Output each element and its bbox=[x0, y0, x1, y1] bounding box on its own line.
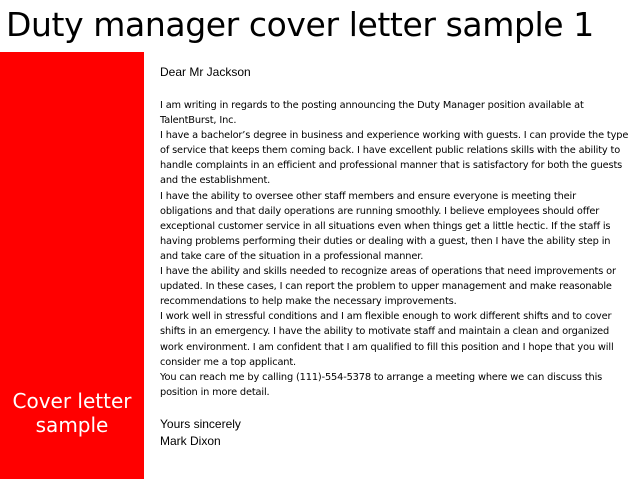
page-title: Duty manager cover letter sample 1 bbox=[6, 5, 594, 44]
letter-paragraph: You can reach me by calling (111)-554-5378 to arrange a meeting where we can discuss this position in more detail. bbox=[160, 371, 603, 398]
letter-closing-block bbox=[160, 416, 241, 450]
side-panel bbox=[0, 52, 144, 479]
cover-letter bbox=[160, 64, 630, 400]
letter-closing: Yours sincerely bbox=[160, 417, 241, 431]
letter-salutation: Dear Mr Jackson bbox=[160, 65, 251, 79]
letter-paragraph: I have the ability to oversee other staff members and ensure everyone is meeting their obligations and that daily operations are running smoothly. I believe employees should offer exceptional customer service in all situations even when things get a little hectic. If the staff is having problems performing their duties or dealing with a guest, then I have the ability step in and take care of the situation in a professional manner. bbox=[160, 190, 611, 262]
letter-paragraph: I am writing in regards to the posting announcing the Duty Manager position available at TalentBurst, Inc. bbox=[160, 100, 584, 127]
letter-paragraph: I have a bachelor’s degree in business and experience working with guests. I can provide the type of service that keeps them coming back. I have excellent public relations skills with the ability to handle complaints in an efficient and professional manner that is satisfactory for both the guests and the establishment. bbox=[160, 130, 629, 187]
letter-paragraph: I work well in stressful conditions and I am flexible enough to work different shifts and to cover shifts in an emergency. I have the ability to motivate staff and maintain a clean and organized work environment. I am confident that I am qualified to fill this position and I hope that you will consider me a top applicant. bbox=[160, 311, 614, 368]
letter-signature: Mark Dixon bbox=[160, 434, 221, 448]
side-caption: Cover letter sample bbox=[12, 389, 132, 437]
letter-paragraph: I have the ability and skills needed to recognize areas of operations that need improvements or updated. In these cases, I can report the problem to upper management and make reasonable recommendations to help make the necessary improvements. bbox=[160, 266, 616, 308]
